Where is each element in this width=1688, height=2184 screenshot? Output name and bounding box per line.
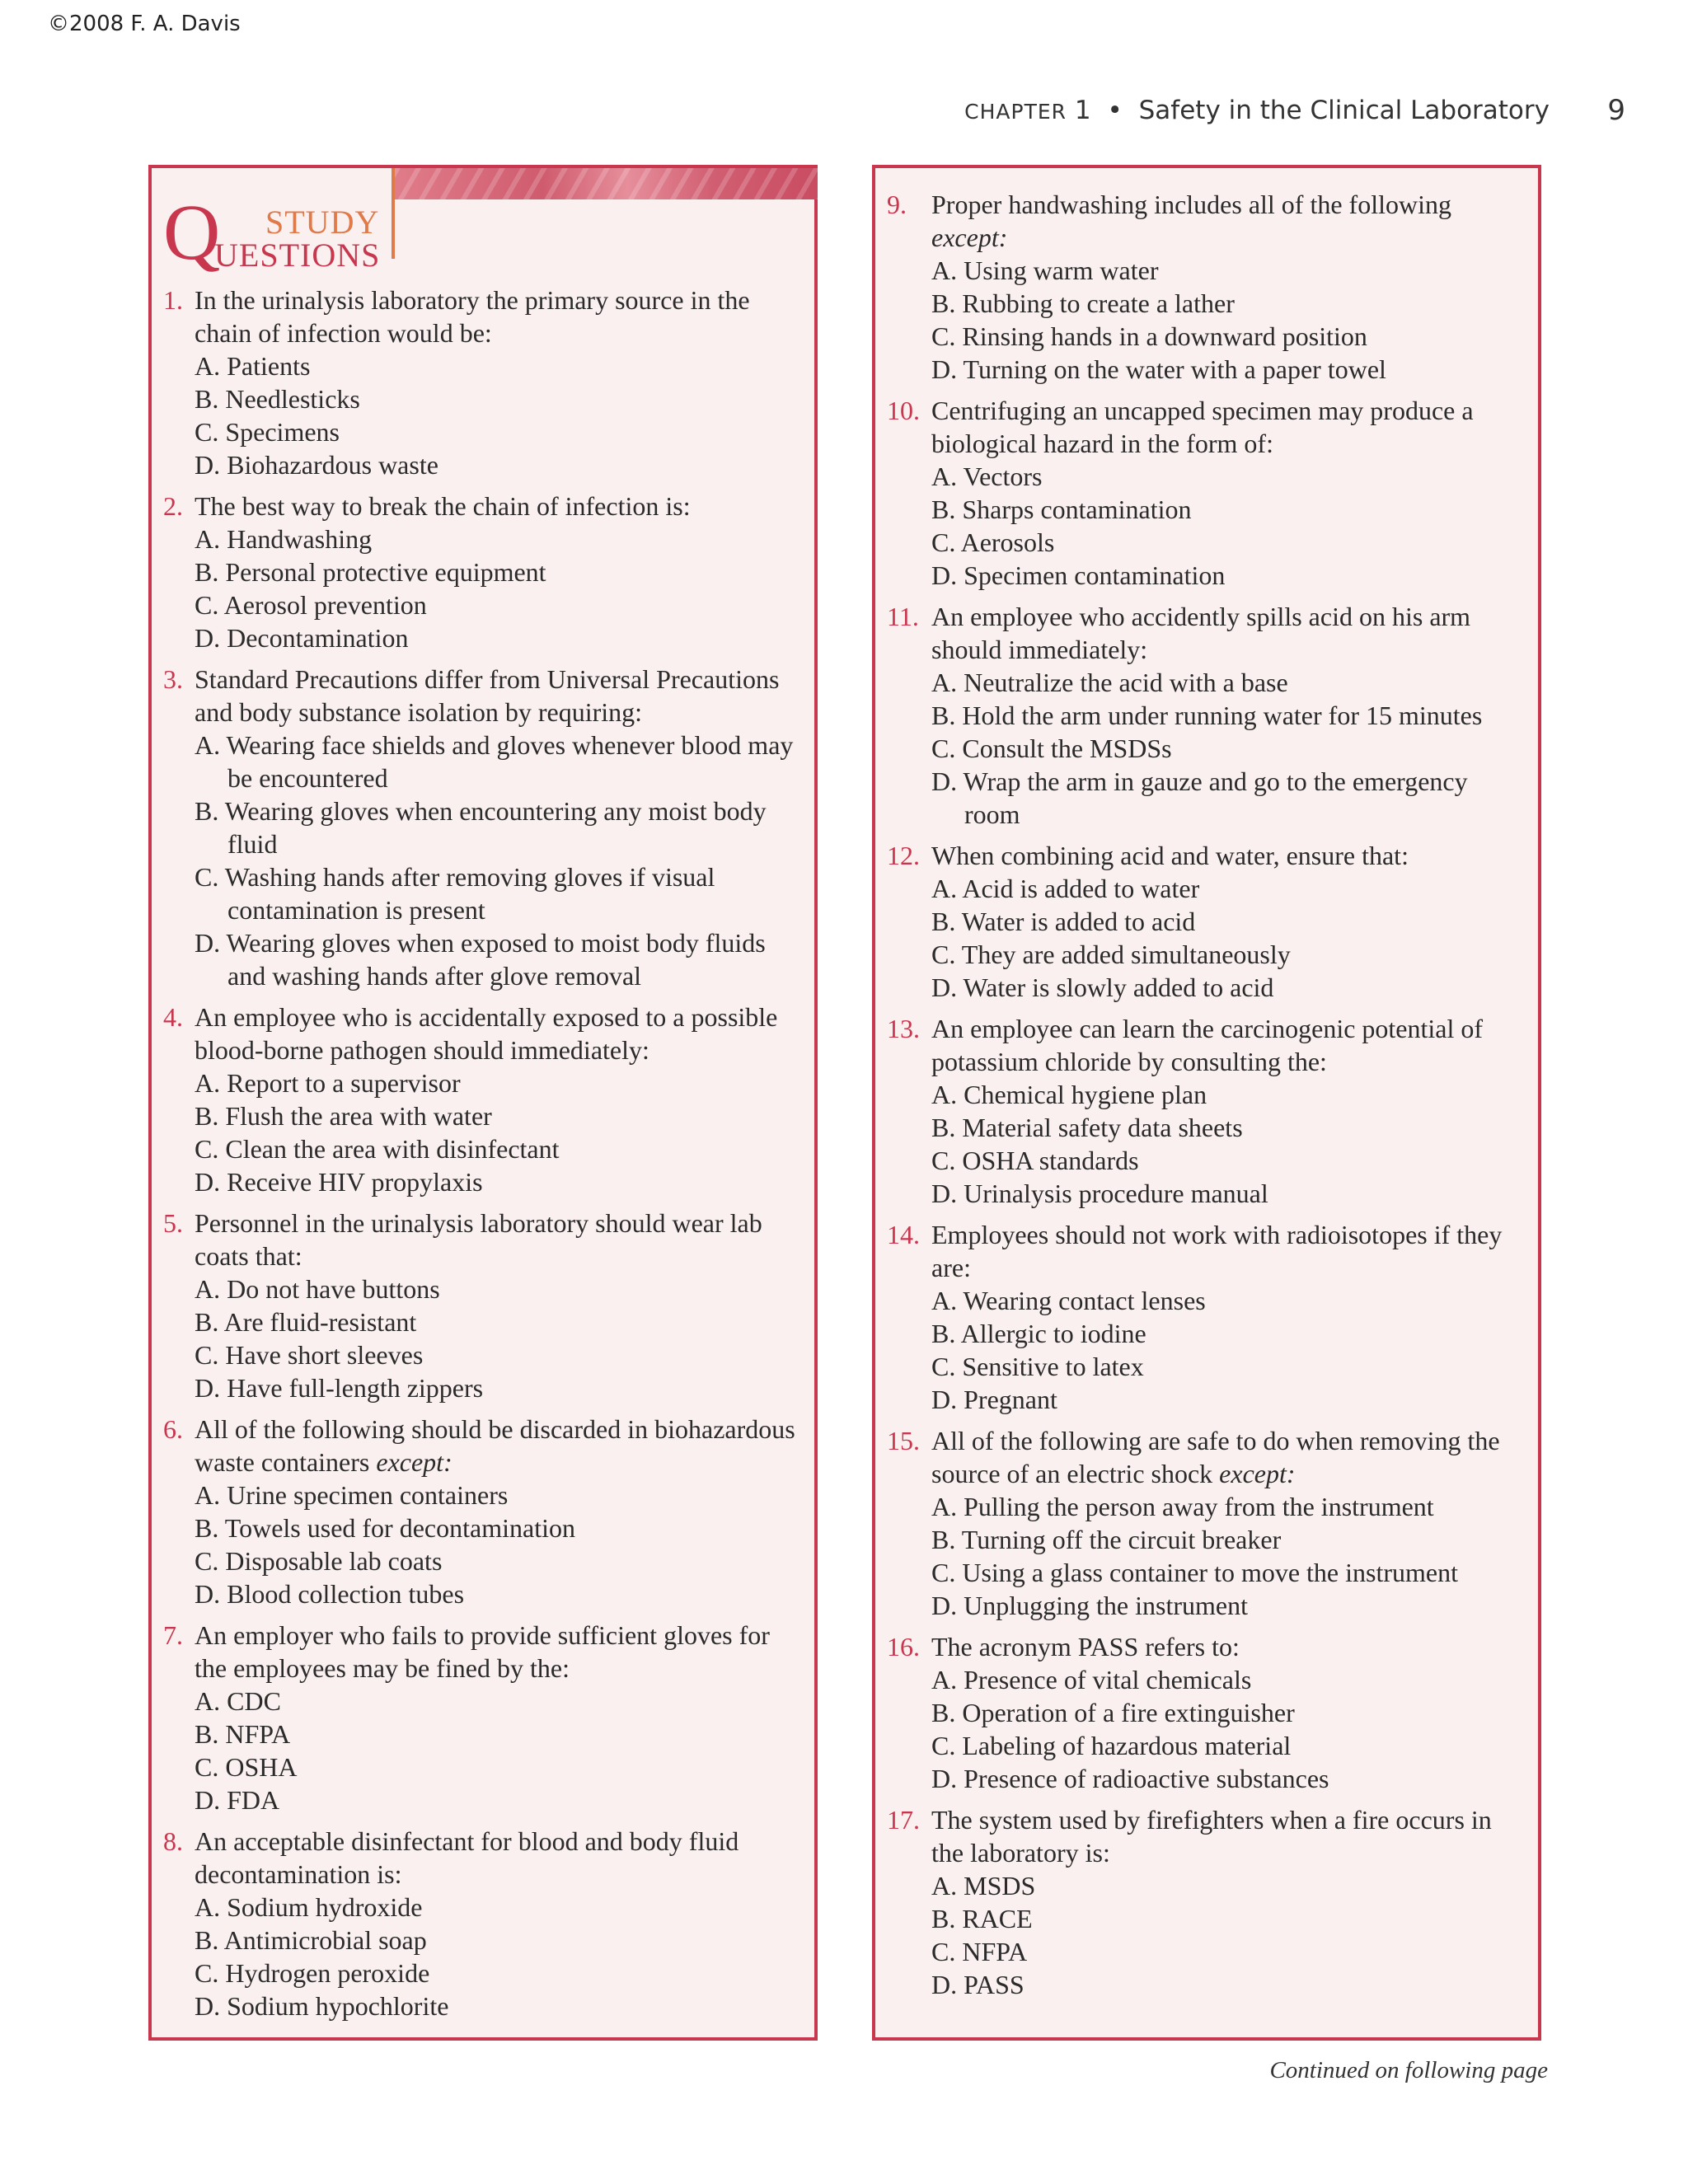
answer-option: B. Antimicrobial soap <box>195 1925 427 1955</box>
answer-option: D. PASS <box>931 1970 1025 1999</box>
question-item <box>887 1424 1525 1622</box>
page-number: 9 <box>1607 94 1625 127</box>
answer-option: C. Clean the area with disinfectant <box>195 1134 560 1164</box>
answer-option: A. Pulling the person away from the instrument <box>931 1492 1434 1521</box>
question-text: The best way to break the chain of infection is: <box>195 491 691 521</box>
answer-option: A. Urine specimen containers <box>195 1480 509 1510</box>
answer-option: A. Handwashing <box>195 524 373 554</box>
question-number: 13. <box>887 1014 920 1043</box>
answer-options <box>887 1869 1525 2001</box>
answer-option: D. Wrap the arm in gauze and go to the emergency room <box>931 766 1468 829</box>
study-questions-panel-left <box>148 165 818 2041</box>
answer-option: B. Sharps contamination <box>931 494 1192 524</box>
question-list-left <box>163 284 801 2031</box>
question-stem <box>163 1619 801 1685</box>
answer-option: A. Report to a supervisor <box>195 1068 461 1098</box>
question-text: Centrifuging an uncapped specimen may produce a biological hazard in the form of: <box>931 396 1474 458</box>
question-stem <box>163 284 801 349</box>
question-text: An employee can learn the carcinogenic potential of potassium chloride by consulting the: <box>931 1014 1484 1076</box>
answer-option: D. Pregnant <box>931 1385 1057 1414</box>
question-list-right <box>887 188 1525 2009</box>
question-item <box>163 1413 801 1610</box>
question-item <box>163 1825 801 2022</box>
question-number: 5. <box>163 1208 183 1238</box>
question-number: 4. <box>163 1002 183 1032</box>
question-stem <box>887 600 1525 666</box>
question-item <box>887 394 1525 592</box>
answer-options <box>887 1284 1525 1416</box>
question-item <box>163 1001 801 1198</box>
answer-options <box>887 1490 1525 1622</box>
question-text: Employees should not work with radioisotopes if they are: <box>931 1220 1503 1282</box>
question-text: An employee who accidently spills acid on his arm should immediately: <box>931 602 1471 664</box>
answer-option: A. Chemical hygiene plan <box>931 1080 1207 1109</box>
question-stem <box>163 1825 801 1891</box>
answer-option: B. Needlesticks <box>195 384 360 414</box>
answer-options <box>163 1891 801 2022</box>
answer-option: D. Sodium hypochlorite <box>195 1991 449 2021</box>
answer-option: D. Water is slowly added to acid <box>931 972 1274 1002</box>
question-number: 8. <box>163 1826 183 1856</box>
question-stem <box>887 188 1525 254</box>
question-stem <box>163 490 801 523</box>
chapter-title: Safety in the Clinical Laboratory <box>1138 96 1550 125</box>
question-number: 9. <box>887 190 907 219</box>
answer-option: B. Are fluid-resistant <box>195 1307 417 1337</box>
question-item <box>163 1207 801 1404</box>
answer-option: A. MSDS <box>931 1871 1036 1900</box>
study-questions-panel-right <box>872 165 1541 2041</box>
answer-option: A. Presence of vital chemicals <box>931 1665 1252 1694</box>
answer-options <box>163 349 801 481</box>
answer-option: D. Turning on the water with a paper towel <box>931 354 1386 384</box>
answer-option: B. Operation of a fire extinguisher <box>931 1698 1295 1727</box>
answer-option: D. Specimen contamination <box>931 560 1226 590</box>
question-number: 3. <box>163 664 183 694</box>
question-stem <box>887 839 1525 872</box>
answer-option: D. Unplugging the instrument <box>931 1591 1248 1620</box>
question-text: Personnel in the urinalysis laboratory should wear lab coats that: <box>195 1208 762 1271</box>
question-item <box>887 1803 1525 2001</box>
answer-option: C. Disposable lab coats <box>195 1546 443 1576</box>
answer-option: A. Neutralize the acid with a base <box>931 668 1288 697</box>
question-item <box>163 663 801 992</box>
question-number: 1. <box>163 285 183 315</box>
answer-option: B. Flush the area with water <box>195 1101 492 1131</box>
answer-options <box>163 1066 801 1198</box>
question-text: The acronym PASS refers to: <box>931 1632 1240 1661</box>
question-text: Proper handwashing includes all of the following <box>931 190 1451 219</box>
answer-option: D. Blood collection tubes <box>195 1579 465 1609</box>
answer-option: A. Wearing contact lenses <box>931 1286 1206 1315</box>
question-item <box>887 1218 1525 1416</box>
answer-option: C. Using a glass container to move the instrument <box>931 1558 1458 1587</box>
title-study: STUDY <box>265 204 380 241</box>
title-initial-q: Q <box>163 188 221 276</box>
answer-option: B. RACE <box>931 1904 1033 1933</box>
answer-option: D. FDA <box>195 1785 280 1815</box>
answer-option: C. NFPA <box>931 1937 1028 1966</box>
answer-option: D. Urinalysis procedure manual <box>931 1179 1268 1208</box>
question-stem <box>163 663 801 729</box>
answer-option: C. They are added simultaneously <box>931 940 1291 969</box>
question-item <box>887 188 1525 386</box>
question-stem <box>887 394 1525 460</box>
question-number: 16. <box>887 1632 920 1661</box>
decorative-title-band <box>395 168 818 199</box>
question-text: An acceptable disinfectant for blood and body fluid decontamination is: <box>195 1826 739 1889</box>
answer-option: D. Wearing gloves when exposed to moist body fluids and washing hands after glove removal <box>195 928 766 991</box>
answer-option: D. Receive HIV propylaxis <box>195 1167 483 1197</box>
answer-option: B. Turning off the circuit breaker <box>931 1525 1282 1554</box>
answer-options <box>163 1685 801 1816</box>
answer-options <box>163 523 801 654</box>
answer-options <box>887 872 1525 1004</box>
question-number: 7. <box>163 1620 183 1650</box>
answer-option: C. Aerosol prevention <box>195 590 427 620</box>
question-text: All of the following are safe to do when removing the source of an electric shock <box>931 1426 1500 1488</box>
question-item <box>887 1630 1525 1795</box>
question-stem <box>887 1424 1525 1490</box>
copyright-notice: ©2008 F. A. Davis <box>48 12 241 36</box>
answer-option: A. Sodium hydroxide <box>195 1892 423 1922</box>
answer-option: C. OSHA standards <box>931 1146 1139 1175</box>
answer-option: B. Rubbing to create a lather <box>931 288 1235 318</box>
answer-options <box>163 1272 801 1404</box>
question-stem <box>887 1218 1525 1284</box>
chapter-label: CHAPTER <box>964 100 1067 124</box>
chapter-number: 1 <box>1074 96 1091 125</box>
question-number: 17. <box>887 1805 920 1835</box>
answer-option: A. CDC <box>195 1686 281 1716</box>
answer-option: A. Vectors <box>931 462 1043 491</box>
answer-option: C. Have short sleeves <box>195 1340 424 1370</box>
answer-option: A. Wearing face shields and gloves whenever blood may be encountered <box>195 730 794 793</box>
answer-options <box>163 1479 801 1610</box>
answer-options <box>887 460 1525 592</box>
question-number: 14. <box>887 1220 920 1249</box>
question-stem <box>887 1803 1525 1869</box>
question-item <box>887 600 1525 831</box>
answer-option: C. Specimens <box>195 417 340 447</box>
question-number: 12. <box>887 841 920 870</box>
question-item <box>887 839 1525 1004</box>
answer-option: B. Allergic to iodine <box>931 1319 1146 1348</box>
answer-option: B. Wearing gloves when encountering any moist body fluid <box>195 796 767 859</box>
question-stem <box>887 1630 1525 1663</box>
answer-option: C. Sensitive to latex <box>931 1352 1144 1381</box>
continued-note: Continued on following page <box>1269 2057 1548 2083</box>
question-number: 11. <box>887 602 919 631</box>
answer-option: C. Labeling of hazardous material <box>931 1731 1292 1760</box>
answer-option: C. Aerosols <box>931 527 1055 557</box>
answer-option: D. Decontamination <box>195 623 409 653</box>
bullet-separator: • <box>1107 96 1123 125</box>
answer-option: C. OSHA <box>195 1752 298 1782</box>
answer-option: A. Acid is added to water <box>931 874 1200 903</box>
answer-option: D. Presence of radioactive substances <box>931 1764 1329 1793</box>
answer-options <box>887 1078 1525 1210</box>
question-text: An employee who is accidentally exposed to a possible blood-borne pathogen should immediately: <box>195 1002 778 1065</box>
answer-option: D. Biohazardous waste <box>195 450 438 480</box>
answer-options <box>887 254 1525 386</box>
question-text: All of the following should be discarded in biohazardous waste containers <box>195 1414 795 1477</box>
question-text: An employer who fails to provide sufficient gloves for the employees may be fined by the: <box>195 1620 770 1683</box>
answer-option: C. Washing hands after removing gloves if visual contamination is present <box>195 862 715 925</box>
question-number: 15. <box>887 1426 920 1455</box>
answer-option: B. NFPA <box>195 1719 291 1749</box>
question-stem <box>887 1012 1525 1078</box>
answer-option: A. Do not have buttons <box>195 1274 440 1304</box>
answer-options <box>163 729 801 992</box>
answer-options <box>887 666 1525 831</box>
answer-option: C. Hydrogen peroxide <box>195 1958 430 1988</box>
question-number: 6. <box>163 1414 183 1444</box>
question-emphasis: except: <box>1219 1459 1296 1488</box>
answer-option: C. Consult the MSDSs <box>931 733 1172 763</box>
question-text: The system used by firefighters when a fire occurs in the laboratory is: <box>931 1805 1492 1868</box>
question-emphasis: except: <box>376 1447 452 1477</box>
question-item <box>887 1012 1525 1210</box>
answer-option: B. Hold the arm under running water for 15 minutes <box>931 701 1483 730</box>
decorative-title-divider <box>392 168 395 259</box>
question-stem <box>163 1413 801 1479</box>
question-emphasis: except: <box>931 223 1008 252</box>
answer-option: B. Water is added to acid <box>931 907 1196 936</box>
title-questions: UESTIONS <box>214 237 381 274</box>
answer-option: D. Have full-length zippers <box>195 1373 484 1403</box>
answer-option: A. Using warm water <box>931 255 1159 285</box>
question-text: Standard Precautions differ from Universal Precautions and body substance isolation by requiring: <box>195 664 780 727</box>
question-item <box>163 490 801 654</box>
question-number: 2. <box>163 491 183 521</box>
running-head <box>964 96 1550 125</box>
answer-option: B. Personal protective equipment <box>195 557 546 587</box>
question-text: When combining acid and water, ensure that: <box>931 841 1409 870</box>
question-item <box>163 284 801 481</box>
question-stem <box>163 1207 801 1272</box>
answer-option: C. Rinsing hands in a downward position <box>931 321 1367 351</box>
question-text: In the urinalysis laboratory the primary source in the chain of infection would be: <box>195 285 750 348</box>
answer-option: B. Material safety data sheets <box>931 1113 1243 1142</box>
answer-option: B. Towels used for decontamination <box>195 1513 575 1543</box>
question-number: 10. <box>887 396 920 425</box>
question-stem <box>163 1001 801 1066</box>
question-item <box>163 1619 801 1816</box>
answer-option: A. Patients <box>195 351 311 381</box>
answer-options <box>887 1663 1525 1795</box>
